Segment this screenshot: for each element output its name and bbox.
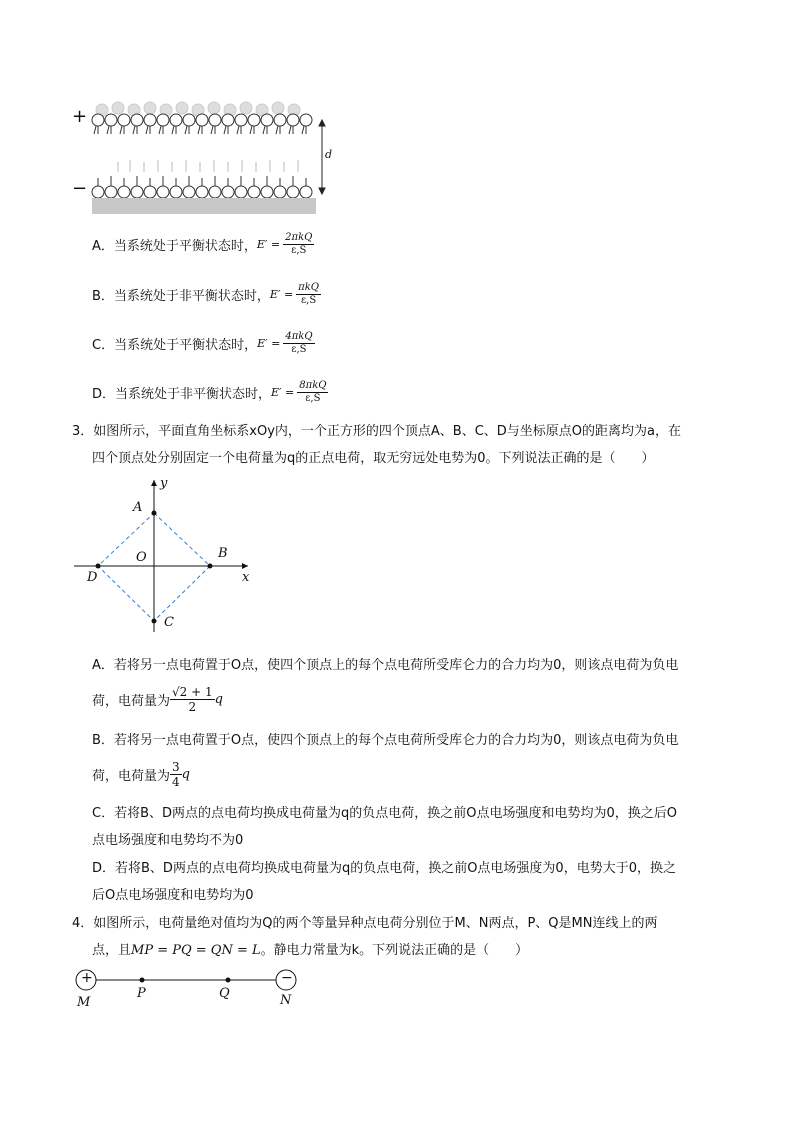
- q4-stem-post: 。静电力常量为k。下列说法正确的是（ ）: [260, 943, 529, 958]
- x-label: x: [242, 570, 250, 585]
- q3-option-b-pre: 荷，电荷量为: [92, 768, 171, 784]
- q3-option-b-num: 3: [172, 759, 180, 774]
- label-a: A: [133, 500, 143, 515]
- q3-stem-line1: 3．如图所示，平面直角坐标系xOy内，一个正方形的四个顶点A、B、C、D与坐标原点O的距离均为a，在: [72, 424, 681, 439]
- label-b: B: [218, 546, 228, 561]
- plus-charge-sign: +: [81, 970, 93, 986]
- option-c-text: C．当系统处于平衡状态时，: [92, 337, 258, 353]
- label-p: P: [137, 986, 146, 1001]
- point-p: [140, 978, 145, 983]
- q4-stem-pre: 点，且: [92, 943, 132, 958]
- label-c: C: [164, 615, 174, 630]
- option-d-den: ε,S: [305, 392, 321, 404]
- label-n: N: [280, 993, 292, 1008]
- q3-option-a-line1: A．若将另一点电荷置于O点，使四个顶点上的每个点电荷所受库仑力的合力均为0，则该点电荷为负电: [92, 658, 679, 673]
- option-b-text: B．当系统处于非平衡状态时，: [92, 288, 270, 304]
- option-b-fraction: [296, 282, 321, 307]
- option-d-text: D．当系统处于非平衡状态时，: [92, 386, 272, 402]
- membrane-diagram: [88, 96, 338, 218]
- q3-option-a-den: 2: [188, 699, 197, 714]
- option-c-fraction: [283, 331, 314, 356]
- option-d: [92, 374, 328, 410]
- q3-stem-line2: 四个顶点处分别固定一个电荷量为q的正点电荷，取无穷远处电势为0。下列说法正确的是（ ）: [92, 451, 655, 466]
- option-b: [92, 276, 321, 312]
- q3-option-d-line2: 后O点电场强度和电势均为0: [92, 888, 254, 903]
- option-d-fraction: [297, 380, 328, 405]
- q4-stem-formula: MP = PQ = QN = L: [131, 943, 261, 958]
- option-d-lhs: E′ =: [271, 385, 295, 399]
- plus-sign: +: [72, 106, 88, 127]
- minus-sign: −: [72, 178, 88, 199]
- point-a: [152, 511, 157, 516]
- q3-option-c-line1: C．若将B、D两点的点电荷均换成电荷量为q的负点电荷，换之前O点电场强度和电势均为0，换之后O: [92, 806, 677, 821]
- point-b: [208, 564, 213, 569]
- option-c: [92, 325, 315, 361]
- option-a-lhs: E′ =: [256, 237, 281, 251]
- option-c-num: 4πkQ: [285, 330, 313, 342]
- q3-option-b-q: q: [181, 766, 190, 782]
- option-a-text: A．当系统处于平衡状态时，: [92, 238, 257, 254]
- label-q: Q: [219, 986, 230, 1001]
- option-a-fraction: [283, 232, 314, 257]
- q3-option-a-pre: 荷，电荷量为: [92, 693, 171, 709]
- option-a-den: ε,S: [291, 244, 307, 256]
- q4-stem-line1: 4．如图所示，电荷量绝对值均为Q的两个等量异种点电荷分别位于M、N两点，P、Q是MN连线上的两: [72, 916, 658, 931]
- q3-option-b-line1: B．若将另一点电荷置于O点，使四个顶点上的每个点电荷所受库仑力的合力均为0，则该点电荷为负电: [92, 733, 679, 748]
- q3-option-c-line2: 点电场强度和电势均不为0: [92, 833, 244, 848]
- option-d-num: 8πkQ: [299, 379, 327, 391]
- q3-option-a-fraction: [170, 685, 215, 714]
- label-o: O: [136, 550, 147, 565]
- option-c-lhs: E′ =: [257, 336, 281, 350]
- minus-charge-sign: −: [281, 970, 293, 986]
- q3-option-a-line2: [92, 681, 223, 717]
- q4-line-diagram: [72, 968, 302, 994]
- q4-stem-line2: [92, 939, 528, 958]
- y-label: y: [160, 476, 168, 491]
- option-b-den: ε,S: [300, 294, 317, 306]
- label-m: M: [77, 995, 91, 1010]
- option-b-num: πkQ: [298, 281, 320, 293]
- q3-square-diagram: [70, 474, 260, 636]
- option-c-den: ε,S: [291, 343, 307, 355]
- q3-option-b-den: 4: [172, 774, 180, 789]
- distance-label: d: [325, 148, 333, 161]
- q3-option-a-num: √2 + 1: [172, 684, 213, 699]
- q3-option-b-fraction: [170, 760, 182, 789]
- option-a-num: 2πkQ: [285, 231, 313, 243]
- point-q: [226, 978, 231, 983]
- q3-option-d-line1: D．若将B、D两点的点电荷均换成电荷量为q的负点电荷，换之前O点电场强度为0，电势大于0，换之: [92, 861, 676, 876]
- option-a: [92, 226, 314, 262]
- q3-option-b-line2: [92, 756, 190, 792]
- label-d: D: [87, 570, 98, 585]
- option-b-lhs: E′ =: [269, 287, 294, 301]
- point-c: [152, 619, 157, 624]
- point-d: [96, 564, 101, 569]
- q3-option-a-q: q: [214, 691, 223, 707]
